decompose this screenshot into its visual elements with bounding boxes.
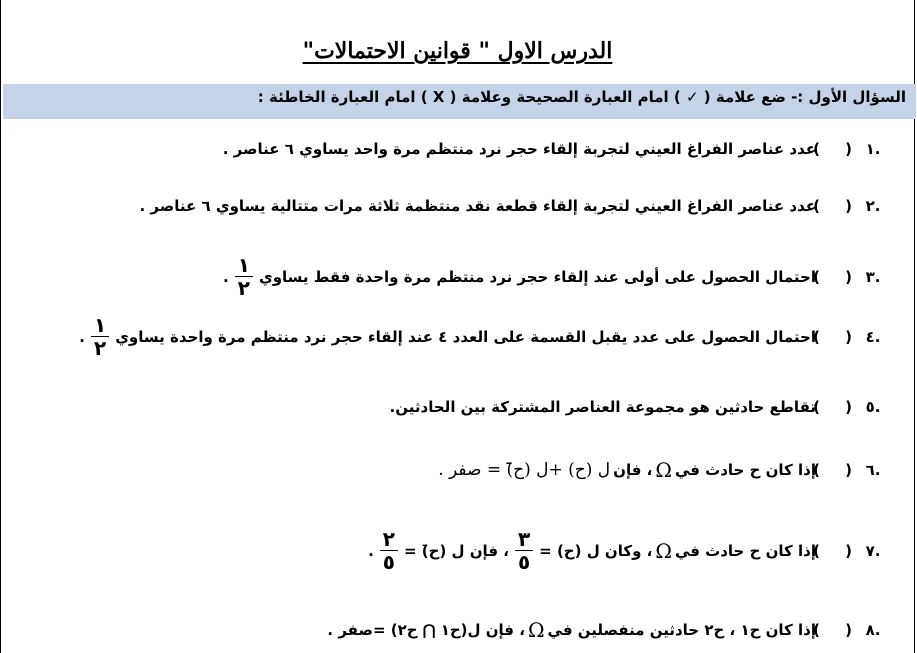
statement-text: ، فإن: [613, 461, 653, 479]
statement-text: إذا كان ح حادث في: [674, 461, 816, 479]
statement-number: .٨: [865, 621, 881, 639]
statement-text: ، فإن ل (ح̄) =: [403, 541, 509, 560]
statement-end: .: [368, 541, 374, 560]
fraction: [91, 314, 109, 359]
fraction-denominator: ٥: [382, 550, 395, 574]
statement-text: عدد عناصر الفراغ العيني لتجربة إلقاء حجر نرد منتظم مرة واحد يساوي ٦ عناصر .: [222, 140, 816, 158]
statement-number: .٥: [865, 398, 881, 416]
statement-text: إذا كان ح حادث في: [674, 541, 816, 560]
fraction-numerator: ٢: [380, 528, 398, 551]
statement-3: [223, 254, 884, 299]
statement-text: احتمال الحصول على أولى عند إلقاء حجر نرد منتظم مرة واحدة فقط يساوي: [258, 267, 816, 286]
answer-box[interactable]: ( ): [813, 461, 862, 479]
lesson-title: [1, 38, 914, 64]
answer-box[interactable]: ( ): [813, 541, 862, 560]
statement-end: .: [223, 267, 229, 286]
fraction-denominator: ٢: [237, 276, 250, 300]
fraction: [515, 528, 533, 573]
statement-text: احتمال الحصول على عدد يقبل القسمة على العدد ٤ عند إلقاء حجر نرد منتظم مرة واحدة يساوي: [115, 327, 816, 346]
fraction-denominator: ٥: [517, 550, 531, 574]
omega-symbol: Ω: [527, 618, 545, 642]
answer-box[interactable]: ( ): [813, 398, 862, 416]
statement-number: .٢: [865, 197, 881, 215]
fraction-denominator: ٢: [93, 336, 107, 360]
statement-1: [223, 140, 884, 158]
statement-6: [435, 458, 884, 482]
statement-end: .: [79, 327, 85, 346]
statement-text: عدد عناصر الفراغ العيني لتجربة إلقاء قطعة نقد منتظمة ثلاثة مرات متتالية يساوي ٦ عناصر .: [139, 197, 816, 215]
answer-box[interactable]: ( ): [813, 621, 862, 639]
statement-8: [327, 618, 884, 642]
statement-text: ، وكان ل (ح) =: [539, 541, 653, 560]
answer-box[interactable]: ( ): [813, 267, 862, 286]
answer-box[interactable]: ( ): [813, 140, 862, 158]
statement-4: [79, 314, 884, 359]
omega-symbol: Ω: [655, 458, 672, 482]
statement-text: ، فإن ل(ح١ ⋂ ح٢) =صفر .: [327, 621, 525, 639]
lesson-title-text: الدرس الاول " قوانين الاحتمالات": [302, 38, 613, 64]
statement-2: [139, 197, 884, 215]
fraction-numerator: ١: [91, 314, 109, 337]
answer-box[interactable]: ( ): [813, 327, 862, 346]
statement-5: [390, 398, 884, 416]
statement-number: .٦: [865, 461, 881, 479]
fraction: [380, 528, 398, 573]
fraction-numerator: ٣: [515, 528, 533, 551]
statement-text: تقاطع حادثين هو مجموعة العناصر المشتركة بين الحادثين.: [389, 398, 816, 416]
statement-text: إذا كان ح١ ، ح٢ حادثين منفصلين في: [547, 621, 816, 639]
fraction: [235, 254, 253, 299]
fraction-numerator: ١: [235, 254, 253, 277]
question-heading: السؤال الأول :- ضع علامة ( ✓ ) امام العبارة الصحيحة وعلامة ( X ) امام العبارة الخاطئة :: [257, 88, 906, 106]
probability-expression: ل (ح) +ل (ح̄) = صفر .: [438, 460, 611, 480]
answer-box[interactable]: ( ): [813, 197, 862, 215]
statement-number: .٧: [865, 541, 881, 560]
statement-number: .١: [865, 140, 881, 158]
statement-number: .٣: [865, 267, 881, 286]
omega-symbol: Ω: [655, 538, 672, 563]
statement-7: [368, 528, 884, 573]
statement-number: .٤: [865, 327, 881, 346]
